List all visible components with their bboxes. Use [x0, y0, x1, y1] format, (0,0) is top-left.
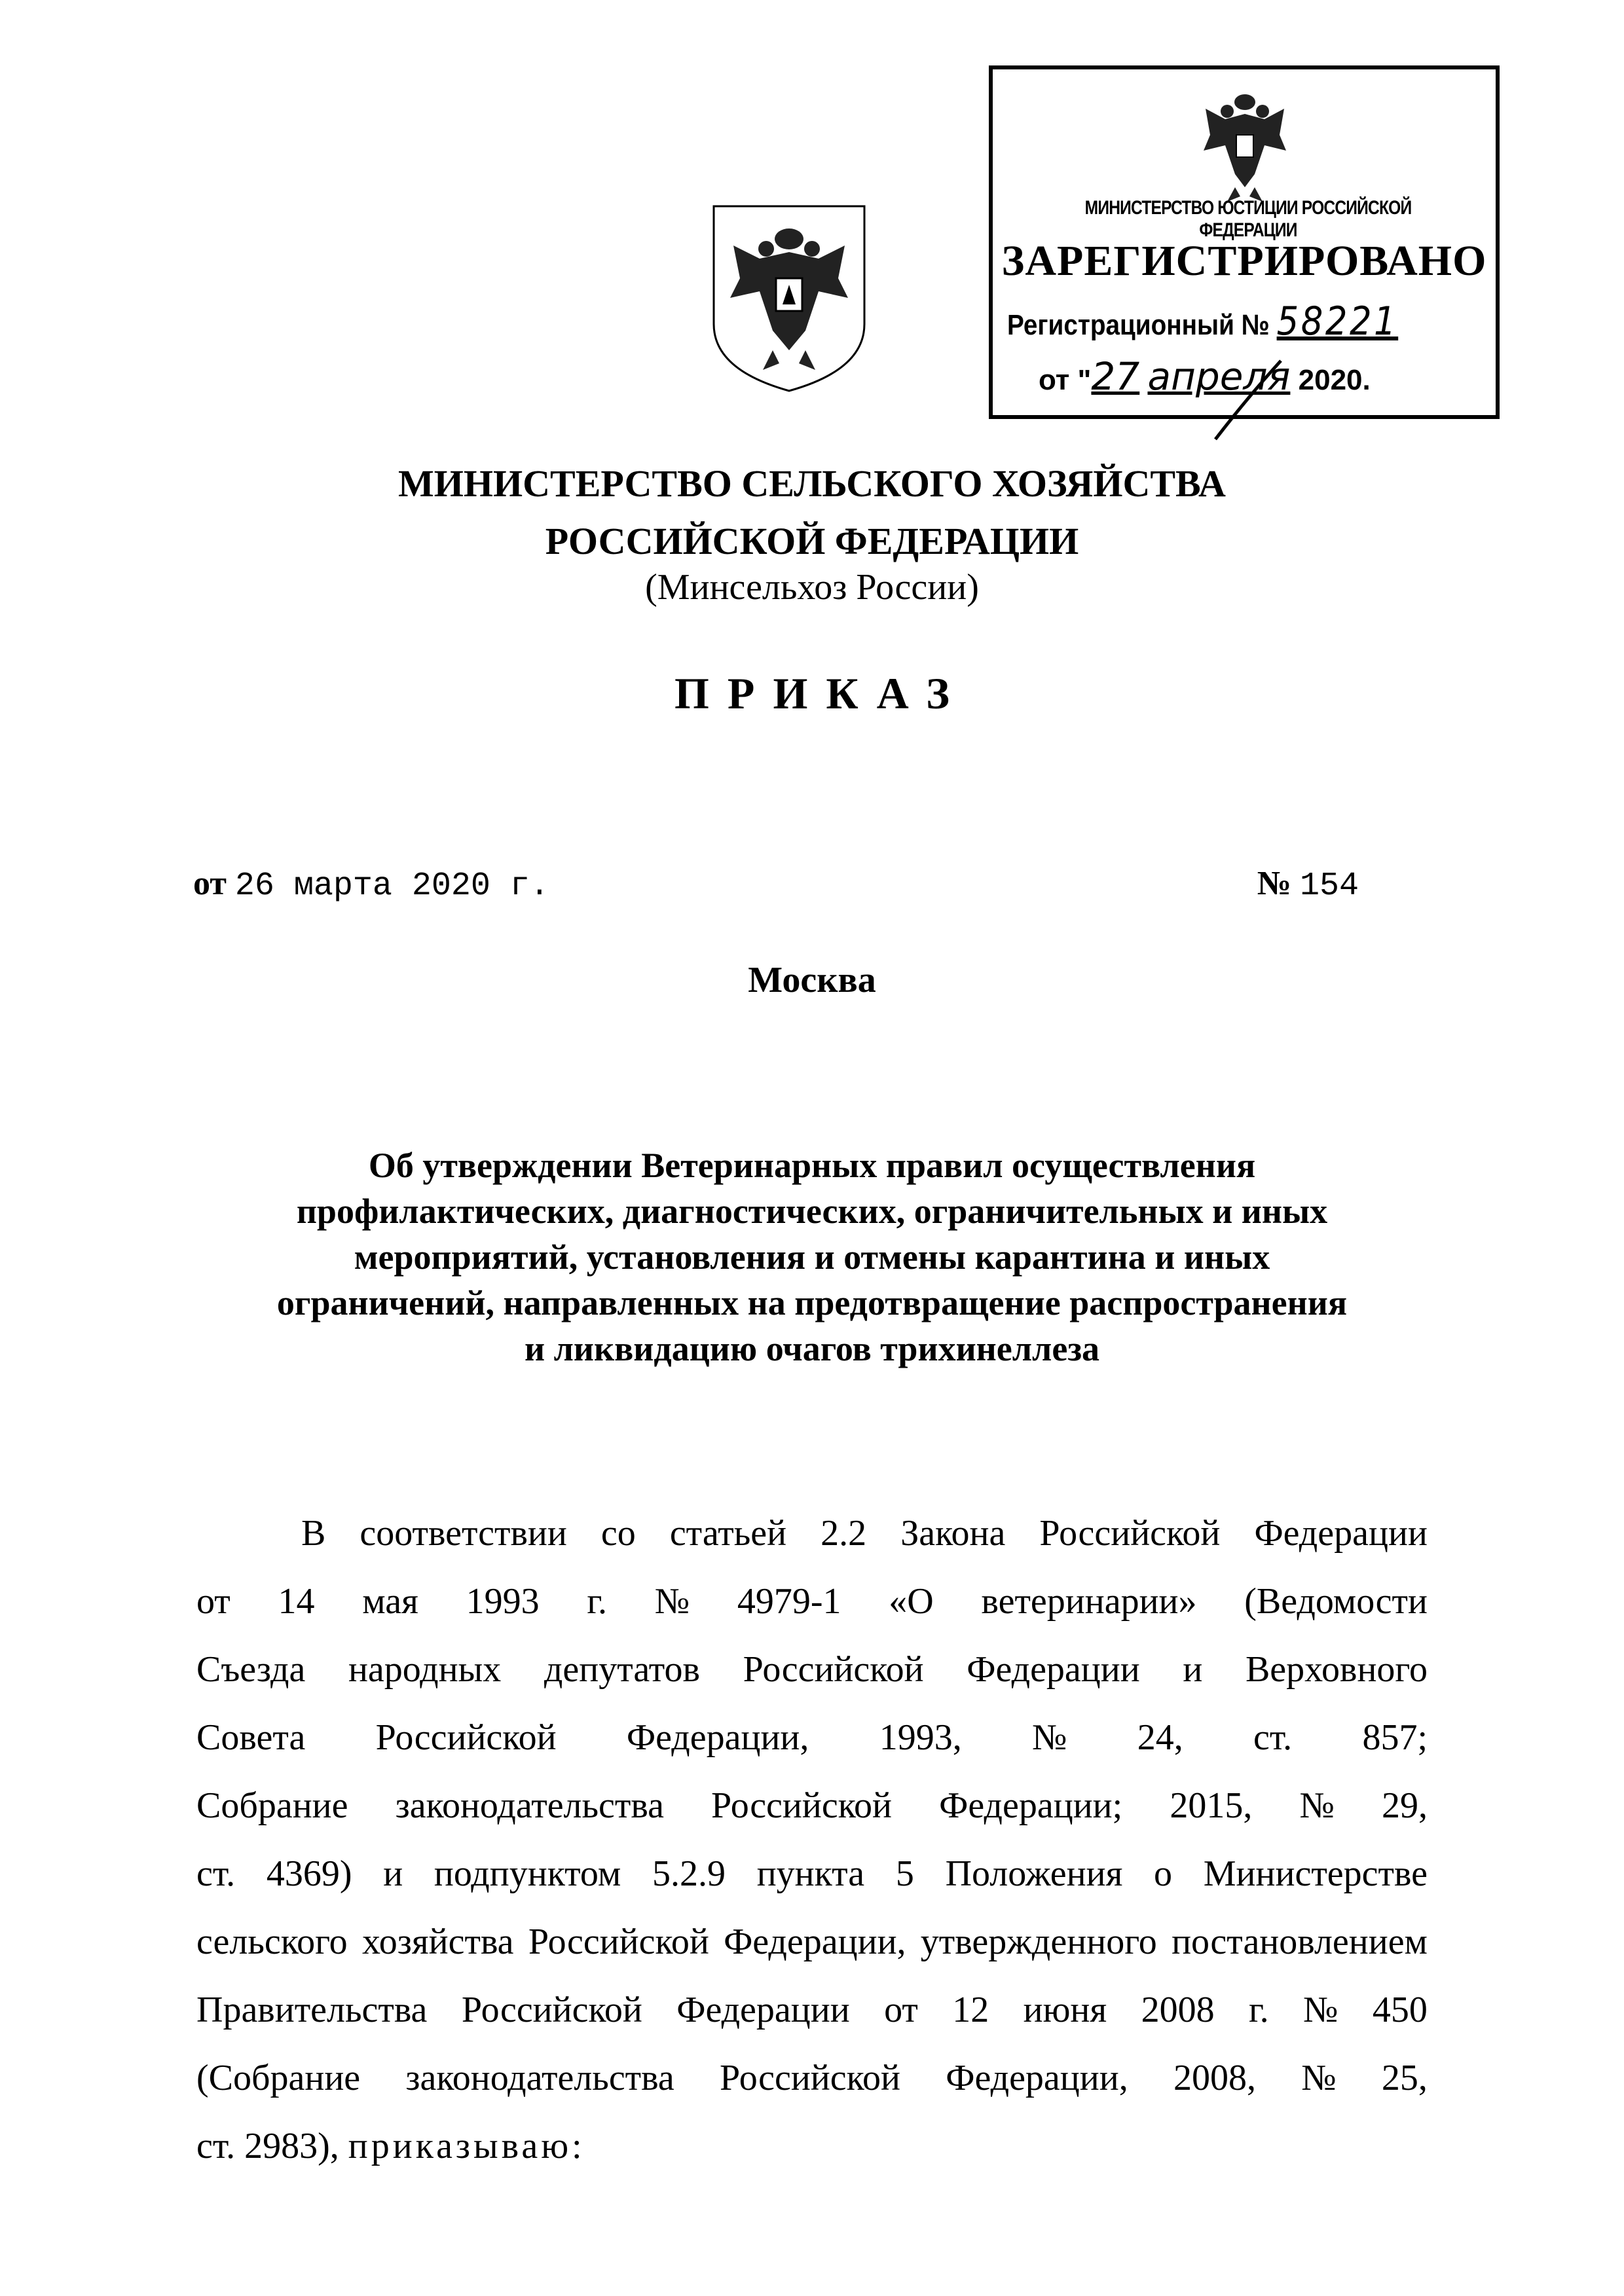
- ministry-short-name: (Минсельхоз России): [645, 567, 979, 608]
- body-word: соответствии: [360, 1513, 567, 1554]
- body-word: законодательства: [405, 2058, 674, 2098]
- body-word: народных: [348, 1649, 502, 1690]
- body-word: Федерации,: [626, 1717, 809, 1758]
- body-word: №: [1299, 1785, 1335, 1826]
- body-word: 2015,: [1170, 1785, 1253, 1826]
- stamp-date-month: апреля: [1147, 354, 1291, 399]
- body-word: Министерстве: [1203, 1853, 1428, 1894]
- body-word: Федерации: [1254, 1513, 1428, 1554]
- body-word: Российской: [1039, 1513, 1221, 1554]
- stamp-registration-line: [1007, 299, 1433, 344]
- body-word: №: [1301, 2058, 1337, 2098]
- body-word: «О: [889, 1581, 934, 1622]
- document-type-title: ПРИКАЗ: [674, 668, 968, 718]
- stamp-reg-number: 58221: [1276, 299, 1399, 344]
- body-word: депутатов: [544, 1649, 700, 1690]
- body-word: о: [1154, 1853, 1173, 1894]
- body-word: и: [1183, 1649, 1203, 1690]
- body-word: г.: [1248, 1990, 1269, 2030]
- body-word: Совета: [196, 1717, 306, 1758]
- body-word: Российской: [528, 1922, 709, 1962]
- body-lines: [196, 1499, 1428, 2112]
- stamp-ministry-name: МИНИСТЕРСТВО ЮСТИЦИИ РОССИЙСКОЙ ФЕДЕРАЦИИ: [1084, 197, 1412, 241]
- body-word: Федерации,: [724, 1922, 906, 1962]
- body-word: 24,: [1137, 1717, 1183, 1758]
- body-word: 29,: [1382, 1785, 1428, 1826]
- body-word: Съезда: [196, 1649, 306, 1690]
- body-word: Правительства: [196, 1990, 428, 2030]
- body-word: Закона: [900, 1513, 1006, 1554]
- body-word: №: [1303, 1990, 1338, 2030]
- body-word: 12: [952, 1990, 989, 2030]
- body-word: г.: [587, 1581, 607, 1622]
- order-number: [1257, 864, 1359, 905]
- body-word: статьей: [669, 1513, 787, 1554]
- body-word: Российской: [461, 1990, 642, 2030]
- body-word: 2008,: [1173, 2058, 1256, 2098]
- body-text-line: [196, 1840, 1428, 1908]
- body-word: 4369): [266, 1853, 352, 1894]
- body-word: со: [600, 1513, 636, 1554]
- body-word: №: [654, 1581, 690, 1622]
- order-number-prefix: №: [1257, 865, 1291, 902]
- order-date-number-row: [193, 864, 1359, 910]
- body-order-word: приказываю:: [348, 2126, 585, 2166]
- body-paragraph: [196, 1499, 1428, 2180]
- body-word: июня: [1023, 1990, 1107, 2030]
- body-text-line: [196, 1567, 1428, 1635]
- order-date-value: 26 марта 2020 г.: [234, 867, 549, 905]
- body-word: (Ведомости: [1244, 1581, 1428, 1622]
- subject-line: профилактических, диагностических, ограничительных и иных: [296, 1192, 1328, 1231]
- body-text-line: [196, 1908, 1428, 1976]
- body-word: Верховного: [1245, 1649, 1428, 1690]
- body-text-line-last: [196, 2112, 1428, 2180]
- stamp-registered-label: ЗАРЕГИСТРИРОВАНО: [1001, 237, 1487, 285]
- body-word: Собрание: [196, 1785, 348, 1826]
- body-text-line: [196, 1976, 1428, 2044]
- body-text-line: [196, 1635, 1428, 1704]
- body-word: Федерации: [676, 1990, 850, 2030]
- stamp-date-day: 27: [1091, 354, 1140, 399]
- subject-line: Об утверждении Ветеринарных правил осуществления: [368, 1146, 1256, 1185]
- body-word: Российской: [711, 1785, 893, 1826]
- body-word: Федерации,: [946, 2058, 1128, 2098]
- body-text-line: [196, 1772, 1428, 1840]
- body-word: сельского: [196, 1922, 348, 1962]
- body-word: и: [383, 1853, 403, 1894]
- body-word: №: [1031, 1717, 1067, 1758]
- body-word: Федерации;: [939, 1785, 1123, 1826]
- body-word: постановлением: [1172, 1922, 1428, 1962]
- body-word: Положения: [945, 1853, 1123, 1894]
- body-word: 2008: [1141, 1990, 1215, 2030]
- body-word: 450: [1372, 1990, 1428, 2030]
- stamp-reg-label: Регистрационный №: [1007, 309, 1270, 341]
- stamp-date-prefix: от ": [1039, 364, 1092, 396]
- body-word: Российской: [743, 1649, 924, 1690]
- body-word: ст.: [1253, 1717, 1293, 1758]
- body-word: от: [884, 1990, 918, 2030]
- order-subject: [196, 1142, 1428, 1372]
- order-number-value: 154: [1299, 867, 1359, 905]
- body-text-line: [196, 2044, 1428, 2112]
- body-word: 1993,: [879, 1717, 962, 1758]
- body-word: 2.2: [821, 1513, 867, 1554]
- body-word: ст.: [196, 1853, 236, 1894]
- body-word: 14: [278, 1581, 315, 1622]
- body-word: ветеринарии»: [981, 1581, 1197, 1622]
- body-word: утвержденного: [920, 1922, 1157, 1962]
- body-word: 5: [895, 1853, 914, 1894]
- body-word: Федерации: [967, 1649, 1140, 1690]
- body-word: хозяйства: [361, 1922, 514, 1962]
- stamp-emblem-icon: [1189, 82, 1301, 207]
- registration-stamp: [989, 65, 1500, 419]
- subject-line: и ликвидацию очагов трихинеллеза: [524, 1329, 1100, 1368]
- order-date: [193, 864, 549, 905]
- body-text-line: [196, 1499, 1428, 1567]
- stamp-date-year: 2020.: [1298, 364, 1371, 396]
- body-last-line-start: ст. 2983),: [196, 2126, 339, 2166]
- body-word: Российской: [719, 2058, 900, 2098]
- city-name: Москва: [748, 960, 876, 1000]
- coat-of-arms-icon: [701, 200, 877, 396]
- subject-line: мероприятий, установления и отмены карантина и иных: [354, 1237, 1270, 1277]
- body-word: 5.2.9: [652, 1853, 726, 1894]
- body-word: от: [196, 1581, 231, 1622]
- body-word: законодательства: [395, 1785, 664, 1826]
- body-word: Российской: [375, 1717, 557, 1758]
- body-word: мая: [362, 1581, 418, 1622]
- ministry-name-line1: МИНИСТЕРСТВО СЕЛЬСКОГО ХОЗЯЙСТВА: [398, 462, 1226, 505]
- signature-stroke-icon: [1209, 357, 1287, 443]
- body-text-line: [196, 1704, 1428, 1772]
- body-word: 1993: [466, 1581, 540, 1622]
- body-word: 857;: [1362, 1717, 1428, 1758]
- ministry-name-line2: РОССИЙСКОЙ ФЕДЕРАЦИИ: [545, 520, 1079, 562]
- body-word: пункта: [756, 1853, 865, 1894]
- body-word: 4979-1: [737, 1581, 841, 1622]
- ministry-name: [0, 455, 1624, 570]
- order-date-prefix: от: [193, 865, 227, 902]
- body-word: подпунктом: [434, 1853, 621, 1894]
- subject-line: ограничений, направленных на предотвращение распространения: [276, 1283, 1348, 1322]
- body-word: В: [301, 1513, 326, 1554]
- body-word: 25,: [1381, 2058, 1428, 2098]
- body-word: (Собрание: [196, 2058, 361, 2098]
